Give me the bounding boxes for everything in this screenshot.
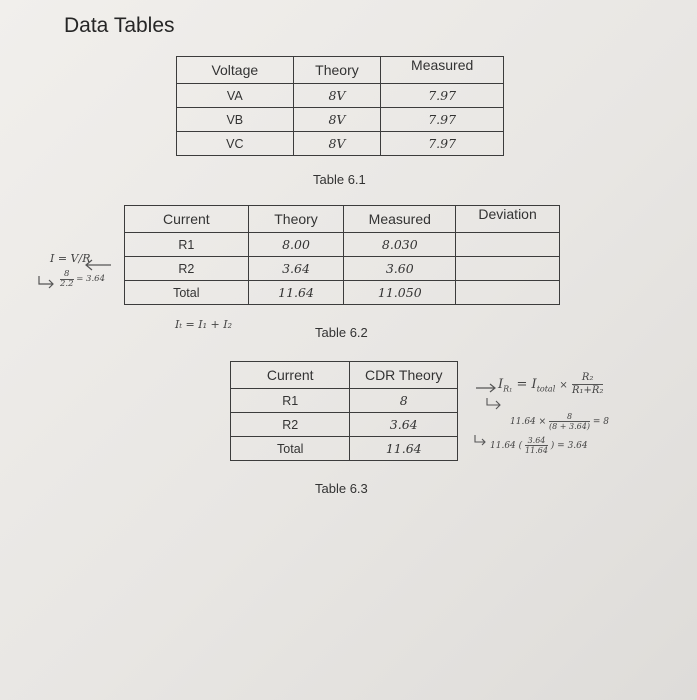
- hooked-arrow-icon: [473, 434, 487, 448]
- hooked-arrow-icon: [35, 275, 55, 291]
- row-label: VC: [177, 132, 294, 156]
- cdr-denominator: R₁+R₂: [571, 385, 604, 396]
- header-theory: Theory: [293, 57, 381, 84]
- cdr-r1-denominator: (8 + 3.64): [549, 422, 590, 431]
- theory-value: 8V: [293, 108, 381, 132]
- header-current: Current: [231, 362, 350, 389]
- hooked-arrow-icon: [484, 397, 502, 411]
- table-row: [231, 437, 458, 461]
- cdr-r1-numerator: 8: [549, 412, 590, 422]
- total-current-text: Iₜ = I₁ + I₂: [175, 318, 232, 331]
- cdr-r2-prefix: 11.64 (: [490, 441, 523, 451]
- header-measured: Measured: [381, 57, 504, 84]
- cdr-r2-result: ) = 3.64: [550, 441, 588, 451]
- table-row: [125, 233, 560, 257]
- header-voltage: Voltage: [177, 57, 294, 84]
- cdr-value: 8: [350, 389, 458, 413]
- cdr-lhs: I: [498, 377, 504, 392]
- table-6-1: [176, 56, 504, 156]
- cdr-r2-denominator: 11.64: [525, 446, 548, 455]
- table-6-2-caption: Table 6.2: [315, 325, 368, 340]
- measured-value: 7.97: [381, 108, 504, 132]
- row-label: R2: [231, 413, 350, 437]
- cdr-lhs-sub: R₁: [503, 384, 513, 394]
- theory-value: 11.64: [248, 281, 344, 305]
- header-theory: Theory: [248, 206, 344, 233]
- ohms-calc-result: = 3.64: [76, 274, 105, 284]
- table-header-row: [177, 57, 504, 84]
- cdr-numerator: R₂: [572, 372, 603, 385]
- header-cdr-theory: CDR Theory: [350, 362, 458, 389]
- ohms-law-text: I = V/R: [50, 252, 91, 265]
- theory-value: 3.64: [248, 257, 344, 281]
- table-row: [177, 84, 504, 108]
- table-header-row: [125, 206, 560, 233]
- cdr-mid: = I: [516, 377, 537, 392]
- header-measured: Measured: [344, 206, 456, 233]
- table-row: [231, 389, 458, 413]
- table-6-3: [230, 361, 458, 461]
- total-current-note: [175, 318, 232, 331]
- deviation-value: [456, 281, 560, 305]
- page-title: Data Tables: [64, 14, 175, 37]
- table-row: [177, 108, 504, 132]
- table-header-row: [231, 362, 458, 389]
- deviation-value: [456, 233, 560, 257]
- measured-value: 7.97: [381, 84, 504, 108]
- row-label: Total: [231, 437, 350, 461]
- row-label: VA: [177, 84, 294, 108]
- table-row: [231, 413, 458, 437]
- cdr-r2-numerator: 3.64: [525, 436, 548, 446]
- table-6-2: [124, 205, 560, 305]
- deviation-value: [456, 257, 560, 281]
- measured-value: 8.030: [344, 233, 456, 257]
- row-label: R1: [231, 389, 350, 413]
- cdr-r1-prefix: 11.64 ×: [510, 417, 547, 427]
- cdr-value: 11.64: [350, 437, 458, 461]
- theory-value: 8V: [293, 84, 381, 108]
- cdr-formula: [498, 372, 603, 397]
- cdr-calc-r2: [490, 436, 588, 455]
- measured-value: 11.050: [344, 281, 456, 305]
- ohms-calc-note: [60, 270, 105, 289]
- ohms-calc-numerator: 8: [60, 270, 74, 280]
- row-label: R1: [125, 233, 249, 257]
- theory-value: 8.00: [248, 233, 344, 257]
- row-label: R2: [125, 257, 249, 281]
- cdr-times: ×: [559, 380, 568, 391]
- cdr-calc-r1: [510, 412, 609, 431]
- ohms-calc-denominator: 2.2: [60, 279, 74, 289]
- header-current: Current: [125, 206, 249, 233]
- table-row: [125, 257, 560, 281]
- table-6-3-caption: Table 6.3: [315, 481, 368, 496]
- measured-value: 3.60: [344, 257, 456, 281]
- row-label: VB: [177, 108, 294, 132]
- measured-value: 7.97: [381, 132, 504, 156]
- table-6-1-caption: Table 6.1: [313, 172, 366, 187]
- table-row: [177, 132, 504, 156]
- theory-value: 8V: [293, 132, 381, 156]
- table-row: [125, 281, 560, 305]
- right-arrow-icon: [475, 383, 497, 393]
- cdr-mid-sub: total: [536, 384, 556, 394]
- header-deviation: Deviation: [456, 206, 560, 233]
- row-label: Total: [125, 281, 249, 305]
- cdr-r1-result: = 8: [592, 417, 609, 427]
- cdr-value: 3.64: [350, 413, 458, 437]
